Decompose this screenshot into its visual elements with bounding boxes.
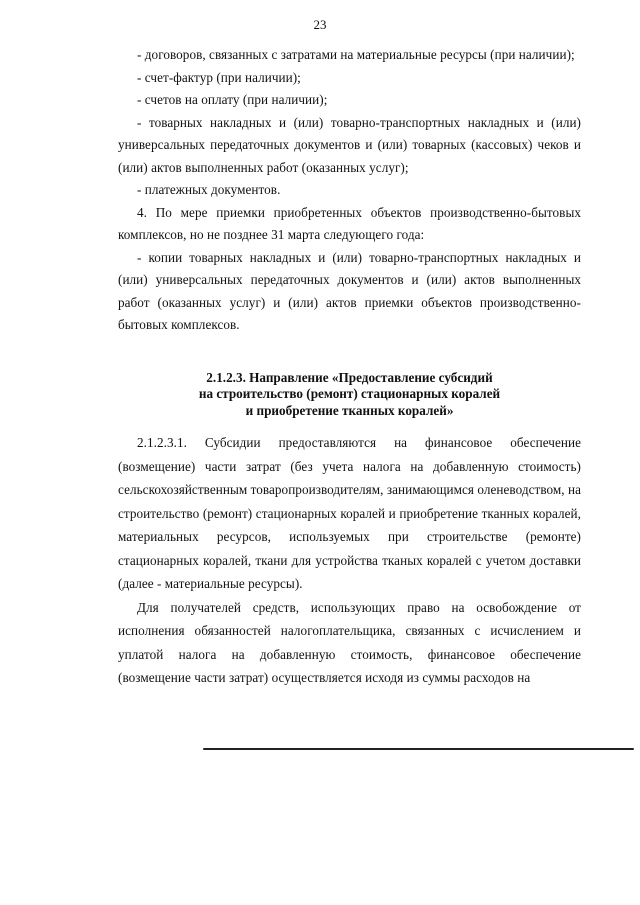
section-heading-line-3: и приобретение тканных коралей» xyxy=(245,402,454,418)
page-number: 23 xyxy=(313,17,327,32)
footer-divider-line xyxy=(203,748,634,750)
section-heading xyxy=(118,337,581,432)
list-item-contracts: - договоров, связанных с затратами на материальные ресурсы (при наличии); xyxy=(137,47,575,62)
section-heading-line-1: 2.1.2.3. Направление «Предоставление субсидий xyxy=(206,369,493,385)
list-item-payment-documents: - платежных документов. xyxy=(137,182,281,197)
list-item-waybills: - товарных накладных и (или) товарно-транспортных накладных и (или) универсальных передаточных документов и (или) товарных (кассовых) чеков и (или) актов выполненных работ (оказанных услуг); xyxy=(118,114,581,175)
paragraph-2-1-2-3-1: 2.1.2.3.1. Субсидии предоставляются на финансовое обеспечение (возмещение) части затрат (без учета налога на добавленную стоимость) сельскохозяйственным товаропроизводителям, занимающимся оленеводством, на строительство (ремонт) стационарных коралей и приобретение тканных коралей, материальных ресурсов, используемых при строительстве (ремонте) стационарных коралей, ткани для устройства тканых коралей с учетом доставки (далее - материальные ресурсы). xyxy=(118,435,582,591)
paragraph-vat-exempt: Для получателей средств, использующих право на освобождение от исполнения обязанностей налогоплательщика, связанных с исчислением и уплатой налога на добавленную стоимость, финансовое обеспечение (возмещение части затрат) осуществляется исходя из суммы расходов на xyxy=(118,599,581,685)
document-body xyxy=(118,44,581,690)
section-heading-line-2: на строительство (ремонт) стационарных коралей xyxy=(198,386,501,401)
list-item-invoices: - счет-фактур (при наличии); xyxy=(137,69,301,85)
list-item-copies: - копии товарных накладных и (или) товарно-транспортных накладных и (или) универсальных передаточных документов и (или) актов выполненных работ (оказанных услуг) и (или) актов приемки объектов производственно-бытовых комплексов. xyxy=(118,249,581,332)
list-item-payment-bills: - счетов на оплату (при наличии); xyxy=(137,92,328,107)
numbered-item-4: 4. По мере приемки приобретенных объектов производственно-бытовых комплексов, но не позднее 31 марта следующего года: xyxy=(118,204,581,242)
